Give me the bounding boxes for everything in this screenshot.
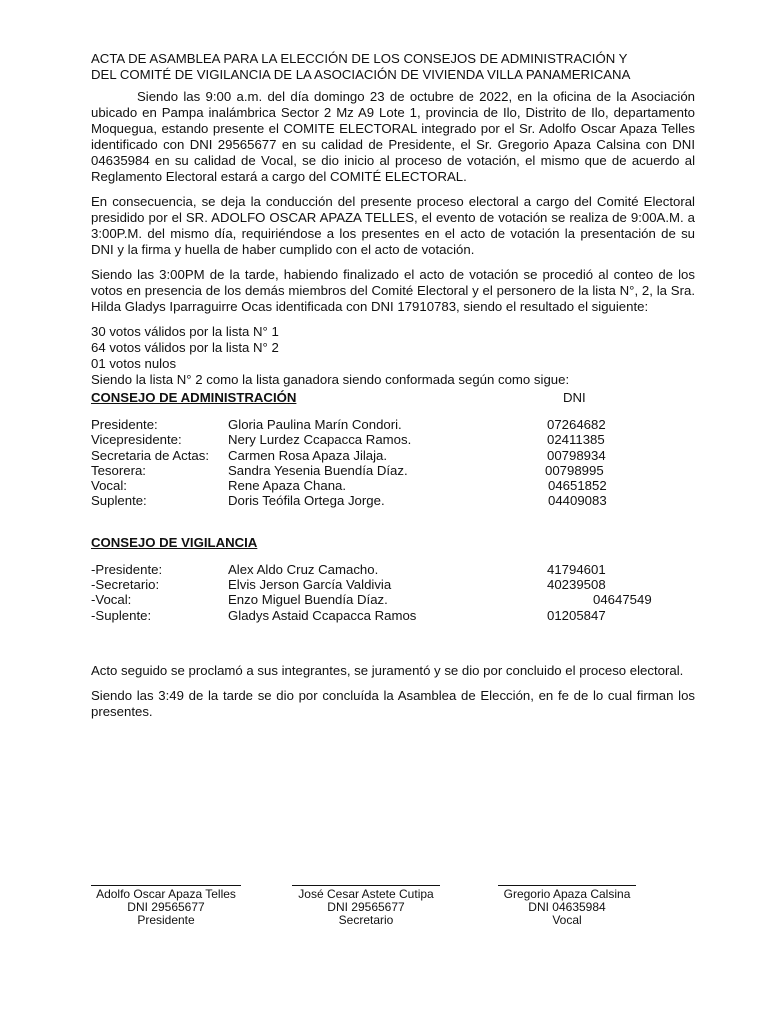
member-name: Gladys Astaid Ccapacca Ramos	[228, 607, 417, 623]
document-page	[91, 51, 695, 729]
member-name: Alex Aldo Cruz Camacho.	[228, 561, 379, 577]
table-row	[91, 417, 695, 432]
table-row	[91, 463, 695, 478]
signer-dni: DNI 29565677	[327, 900, 405, 914]
member-name: Carmen Rosa Apaza Jilaja.	[228, 447, 388, 463]
signature-line	[292, 885, 440, 886]
role-label: Suplente:	[91, 493, 147, 509]
signer-name: Adolfo Oscar Apaza Telles	[96, 887, 236, 901]
signer-name: José Cesar Astete Cutipa	[298, 887, 434, 901]
administracion-roster	[91, 417, 695, 509]
role-label: Secretaria de Actas:	[91, 447, 210, 463]
member-name: Rene Apaza Chana.	[228, 478, 347, 494]
member-dni: 40239508	[547, 577, 606, 593]
signer-dni: DNI 29565677	[127, 900, 205, 914]
paragraph-proclamation: Acto seguido se proclamó a sus integrantes, se juramentó y se dio por concluido el proceso electoral.	[91, 662, 684, 678]
role-label: -Presidente:	[91, 561, 163, 577]
signer-dni: DNI 04635984	[528, 900, 606, 914]
vote-null: 01 votos nulos	[91, 356, 177, 371]
member-dni: 01205847	[547, 607, 606, 623]
winner-statement: Siendo la lista N° 2 como la lista ganadora siendo conformada según como sigue:	[91, 372, 570, 387]
paragraph-count: Siendo las 3:00PM de la tarde, habiendo finalizado el acto de votación se procedió al conteo de los votos en presencia de los demás miembros del Comité Electoral y el personero de la lista N°, 2, la Sra. Hilda Gladys Iparraguirre Ocas identificada con DNI 17910783, siendo el resultado el siguiente:	[91, 267, 695, 314]
vote-results	[91, 324, 695, 388]
signature-line	[91, 885, 241, 886]
title-line-2: DEL COMITÉ DE VIGILANCIA DE LA ASOCIACIÓN DE VIVIENDA VILLA PANAMERICANA	[91, 67, 631, 82]
role-label: Vocal:	[91, 478, 127, 494]
administracion-header	[91, 390, 695, 406]
member-dni: 07264682	[547, 417, 606, 432]
spacer	[91, 509, 695, 533]
vote-list-2: 64 votos válidos por la lista N° 2	[91, 340, 279, 355]
member-name: Sandra Yesenia Buendía Díaz.	[228, 462, 408, 478]
member-name: Elvis Jerson García Valdivia	[228, 577, 392, 593]
member-dni: 04651852	[548, 478, 607, 494]
role-label: Presidente:	[91, 417, 158, 432]
signature-presidente	[91, 885, 241, 927]
member-dni: 02411385	[547, 432, 605, 448]
role-label: Tesorera:	[91, 462, 146, 478]
role-label: -Suplente:	[91, 607, 152, 623]
signer-name: Gregorio Apaza Calsina	[503, 887, 631, 901]
document-title	[91, 51, 695, 83]
paragraph-conduction: En consecuencia, se deja la conducción del presente proceso electoral a cargo del Comité Electoral presidido por el SR. ADOLFO OSCAR APAZA TELLES, el evento de votación se realiza de 9:00A.M. a 3:00P.M. del mismo día, requiriéndose a los presentes en el acto de votación la presentación de su DNI y la firma y huella de haber cumplido con el acto de votación.	[91, 194, 695, 257]
member-dni: 00798995	[545, 462, 604, 478]
member-dni: 00798934	[547, 447, 606, 463]
signature-secretario	[292, 885, 440, 927]
title-line-1: ACTA DE ASAMBLEA PARA LA ELECCIÓN DE LOS CONSEJOS DE ADMINISTRACIÓN Y	[91, 51, 628, 66]
signer-role: Vocal	[552, 913, 582, 927]
table-row	[91, 592, 695, 607]
paragraph-opening: Siendo las 9:00 a.m. del día domingo 23 de octubre de 2022, en la oficina de la Asociación ubicado en Pampa inalámbrica Sector 2 Mz A9 Lote 1, provincia de Ilo, Distrito de Ilo, departamento Moquegua, estando presente el COMITE ELECTORAL integrado por el Sr. Adolfo Oscar Apaza Telles identificado con DNI 29565677 en su calidad de Presidente, el Sr. Gregorio Apaza Calsina con DNI 04635984 en su calidad de Vocal, se dio inicio al proceso de votación, el mismo que de acuerdo al Reglamento Electoral estará a cargo del COMITÉ ELECTORAL.	[91, 89, 695, 184]
member-name: Nery Lurdez Ccapacca Ramos.	[228, 432, 412, 448]
signature-vocal	[498, 885, 636, 927]
table-row	[91, 608, 695, 623]
administracion-heading: CONSEJO DE ADMINISTRACIÓN	[91, 390, 297, 405]
table-row	[91, 448, 695, 463]
dni-column-label: DNI	[563, 390, 586, 405]
vigilancia-roster	[91, 562, 695, 623]
role-label: -Vocal:	[91, 592, 132, 608]
member-dni: 04647549	[593, 592, 652, 608]
signature-line	[498, 885, 636, 886]
vote-list-1: 30 votos válidos por la lista N° 1	[91, 324, 279, 339]
role-label: Vicepresidente:	[91, 432, 182, 448]
table-row	[91, 577, 695, 592]
table-row	[91, 493, 695, 508]
signature-block	[0, 885, 768, 965]
paragraph-closing: Siendo las 3:49 de la tarde se dio por concluída la Asamblea de Elección, en fe de lo cual firman los presentes.	[91, 687, 695, 719]
member-dni: 04409083	[548, 493, 607, 509]
table-row	[91, 432, 695, 447]
role-label: -Secretario:	[91, 577, 160, 593]
member-name: Enzo Miguel Buendía Díaz.	[228, 592, 388, 608]
member-dni: 41794601	[547, 561, 606, 577]
spacer	[91, 623, 695, 663]
vigilancia-header	[91, 535, 695, 551]
table-row	[91, 562, 695, 577]
signer-role: Presidente	[137, 913, 195, 927]
table-row	[91, 478, 695, 493]
member-name: Doris Teófila Ortega Jorge.	[228, 493, 385, 509]
vigilancia-heading: CONSEJO DE VIGILANCIA	[91, 534, 258, 550]
member-name: Gloria Paulina Marín Condori.	[228, 417, 402, 432]
signer-role: Secretario	[338, 913, 394, 927]
